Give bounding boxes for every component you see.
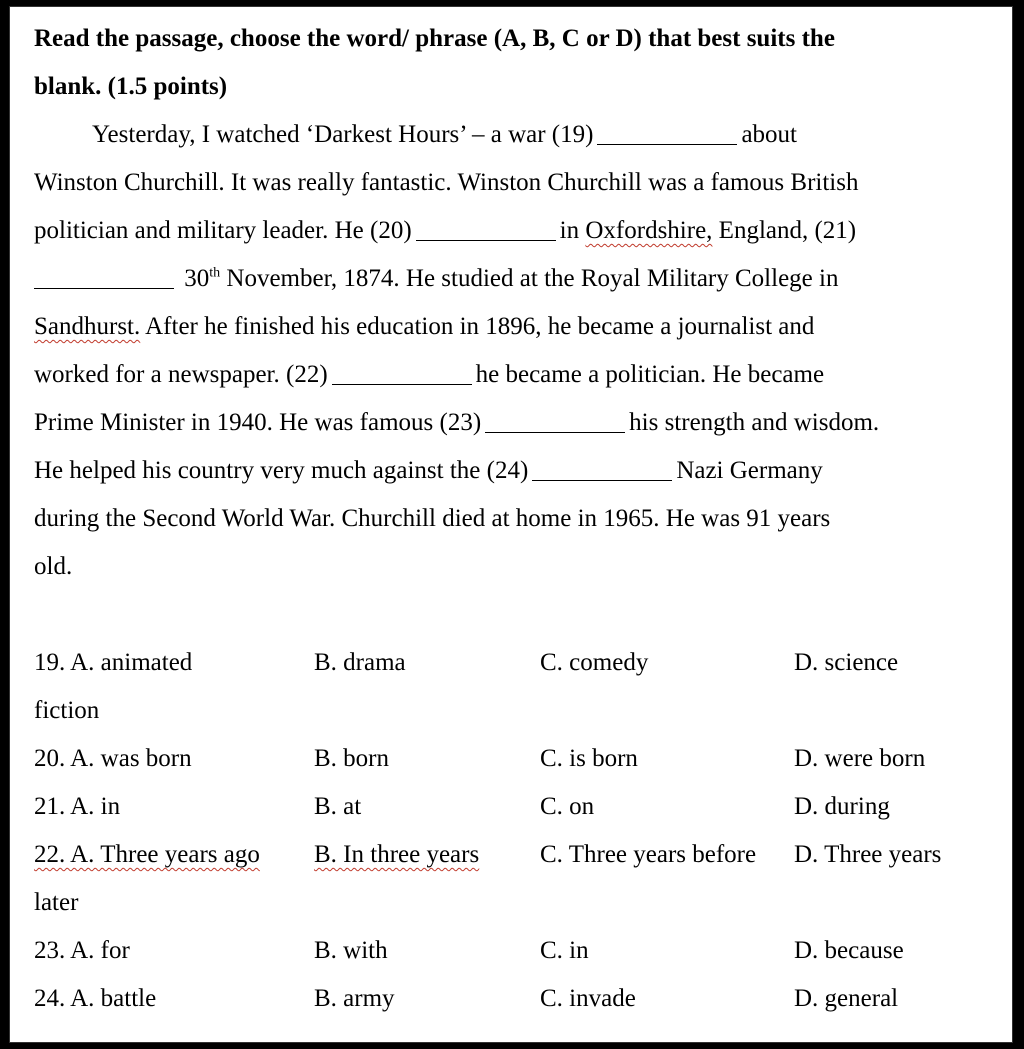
option-a: 23. A. for [34, 937, 130, 964]
question-20 [34, 735, 984, 783]
question-22 [34, 831, 984, 927]
option-a: 24. A. battle [34, 985, 157, 1012]
option-d-continued: later [34, 889, 79, 916]
passage-line [34, 255, 984, 303]
option-b: B. born [314, 745, 389, 772]
option-a: 20. A. was born [34, 745, 192, 772]
passage-text: Yesterday, I watched ‘Darkest Hours’ – a war (19) [92, 121, 594, 148]
option-c: C. invade [540, 985, 636, 1012]
spellcheck-word: Sandhurst. [34, 313, 141, 340]
option-d: D. general [794, 985, 899, 1012]
option-b: B. In three years [314, 841, 480, 868]
passage [34, 111, 984, 591]
question-24 [34, 975, 984, 1023]
option-d: D. Three years [794, 841, 942, 868]
option-d: D. were born [794, 745, 926, 772]
question-19 [34, 639, 984, 735]
passage-text: his strength and wisdom. [629, 409, 880, 436]
passage-text: worked for a newspaper. (22) [34, 361, 328, 388]
option-a: 21. A. in [34, 793, 121, 820]
passage-line [34, 303, 984, 351]
passage-line: old. [34, 553, 73, 580]
option-b: B. at [314, 793, 362, 820]
option-b: B. with [314, 937, 388, 964]
blank-20 [416, 218, 556, 241]
answer-options [34, 639, 984, 1023]
option-c: C. is born [540, 745, 638, 772]
option-c: C. in [540, 937, 589, 964]
option-d: D. because [794, 937, 904, 964]
passage-text: politician and military leader. He (20) [34, 217, 412, 244]
option-d: D. during [794, 793, 890, 820]
option-a: 22. A. Three years ago [34, 841, 260, 868]
instruction [34, 15, 984, 111]
blank-24 [532, 458, 672, 481]
option-b: B. drama [314, 649, 406, 676]
option-d-continued: fiction [34, 697, 100, 724]
passage-text: 30 [184, 265, 210, 292]
blank-22 [332, 362, 472, 385]
option-c: C. on [540, 793, 595, 820]
worksheet-content [34, 15, 984, 1023]
passage-line: Winston Churchill. It was really fantastic. Winston Churchill was a famous British [34, 169, 859, 196]
passage-line [34, 447, 984, 495]
option-c: C. comedy [540, 649, 649, 676]
question-21 [34, 783, 984, 831]
worksheet-page [9, 6, 1013, 1043]
passage-text: November, 1874. He studied at the Royal Military College in [226, 265, 839, 292]
superscript: th [209, 265, 221, 281]
blank-19 [597, 122, 737, 145]
option-c: C. Three years before [540, 841, 757, 868]
passage-text: Nazi Germany [676, 457, 823, 484]
instruction-line-2: blank. (1.5 points) [34, 73, 228, 100]
passage-text: in [559, 217, 580, 244]
passage-line [34, 351, 984, 399]
option-d: D. science [794, 649, 899, 676]
instruction-line-1: Read the passage, choose the word/ phrase (A, B, C or D) that best suits the [34, 25, 835, 52]
option-a: 19. A. animated [34, 649, 193, 676]
passage-text: He helped his country very much against the (24) [34, 457, 529, 484]
passage-text: England, (21) [718, 217, 857, 244]
passage-line [34, 111, 984, 159]
spellcheck-word: Oxfordshire, [585, 217, 713, 244]
option-b: B. army [314, 985, 395, 1012]
passage-text: Prime Minister in 1940. He was famous (23) [34, 409, 482, 436]
passage-text: about [741, 121, 797, 148]
passage-line [34, 207, 984, 255]
passage-line [34, 399, 984, 447]
passage-text: After he finished his education in 1896, he became a journalist and [145, 313, 815, 340]
passage-text: he became a politician. He became [475, 361, 825, 388]
blank-21 [34, 266, 174, 289]
question-23 [34, 927, 984, 975]
passage-line: during the Second World War. Churchill died at home in 1965. He was 91 years [34, 505, 831, 532]
blank-23 [485, 410, 625, 433]
